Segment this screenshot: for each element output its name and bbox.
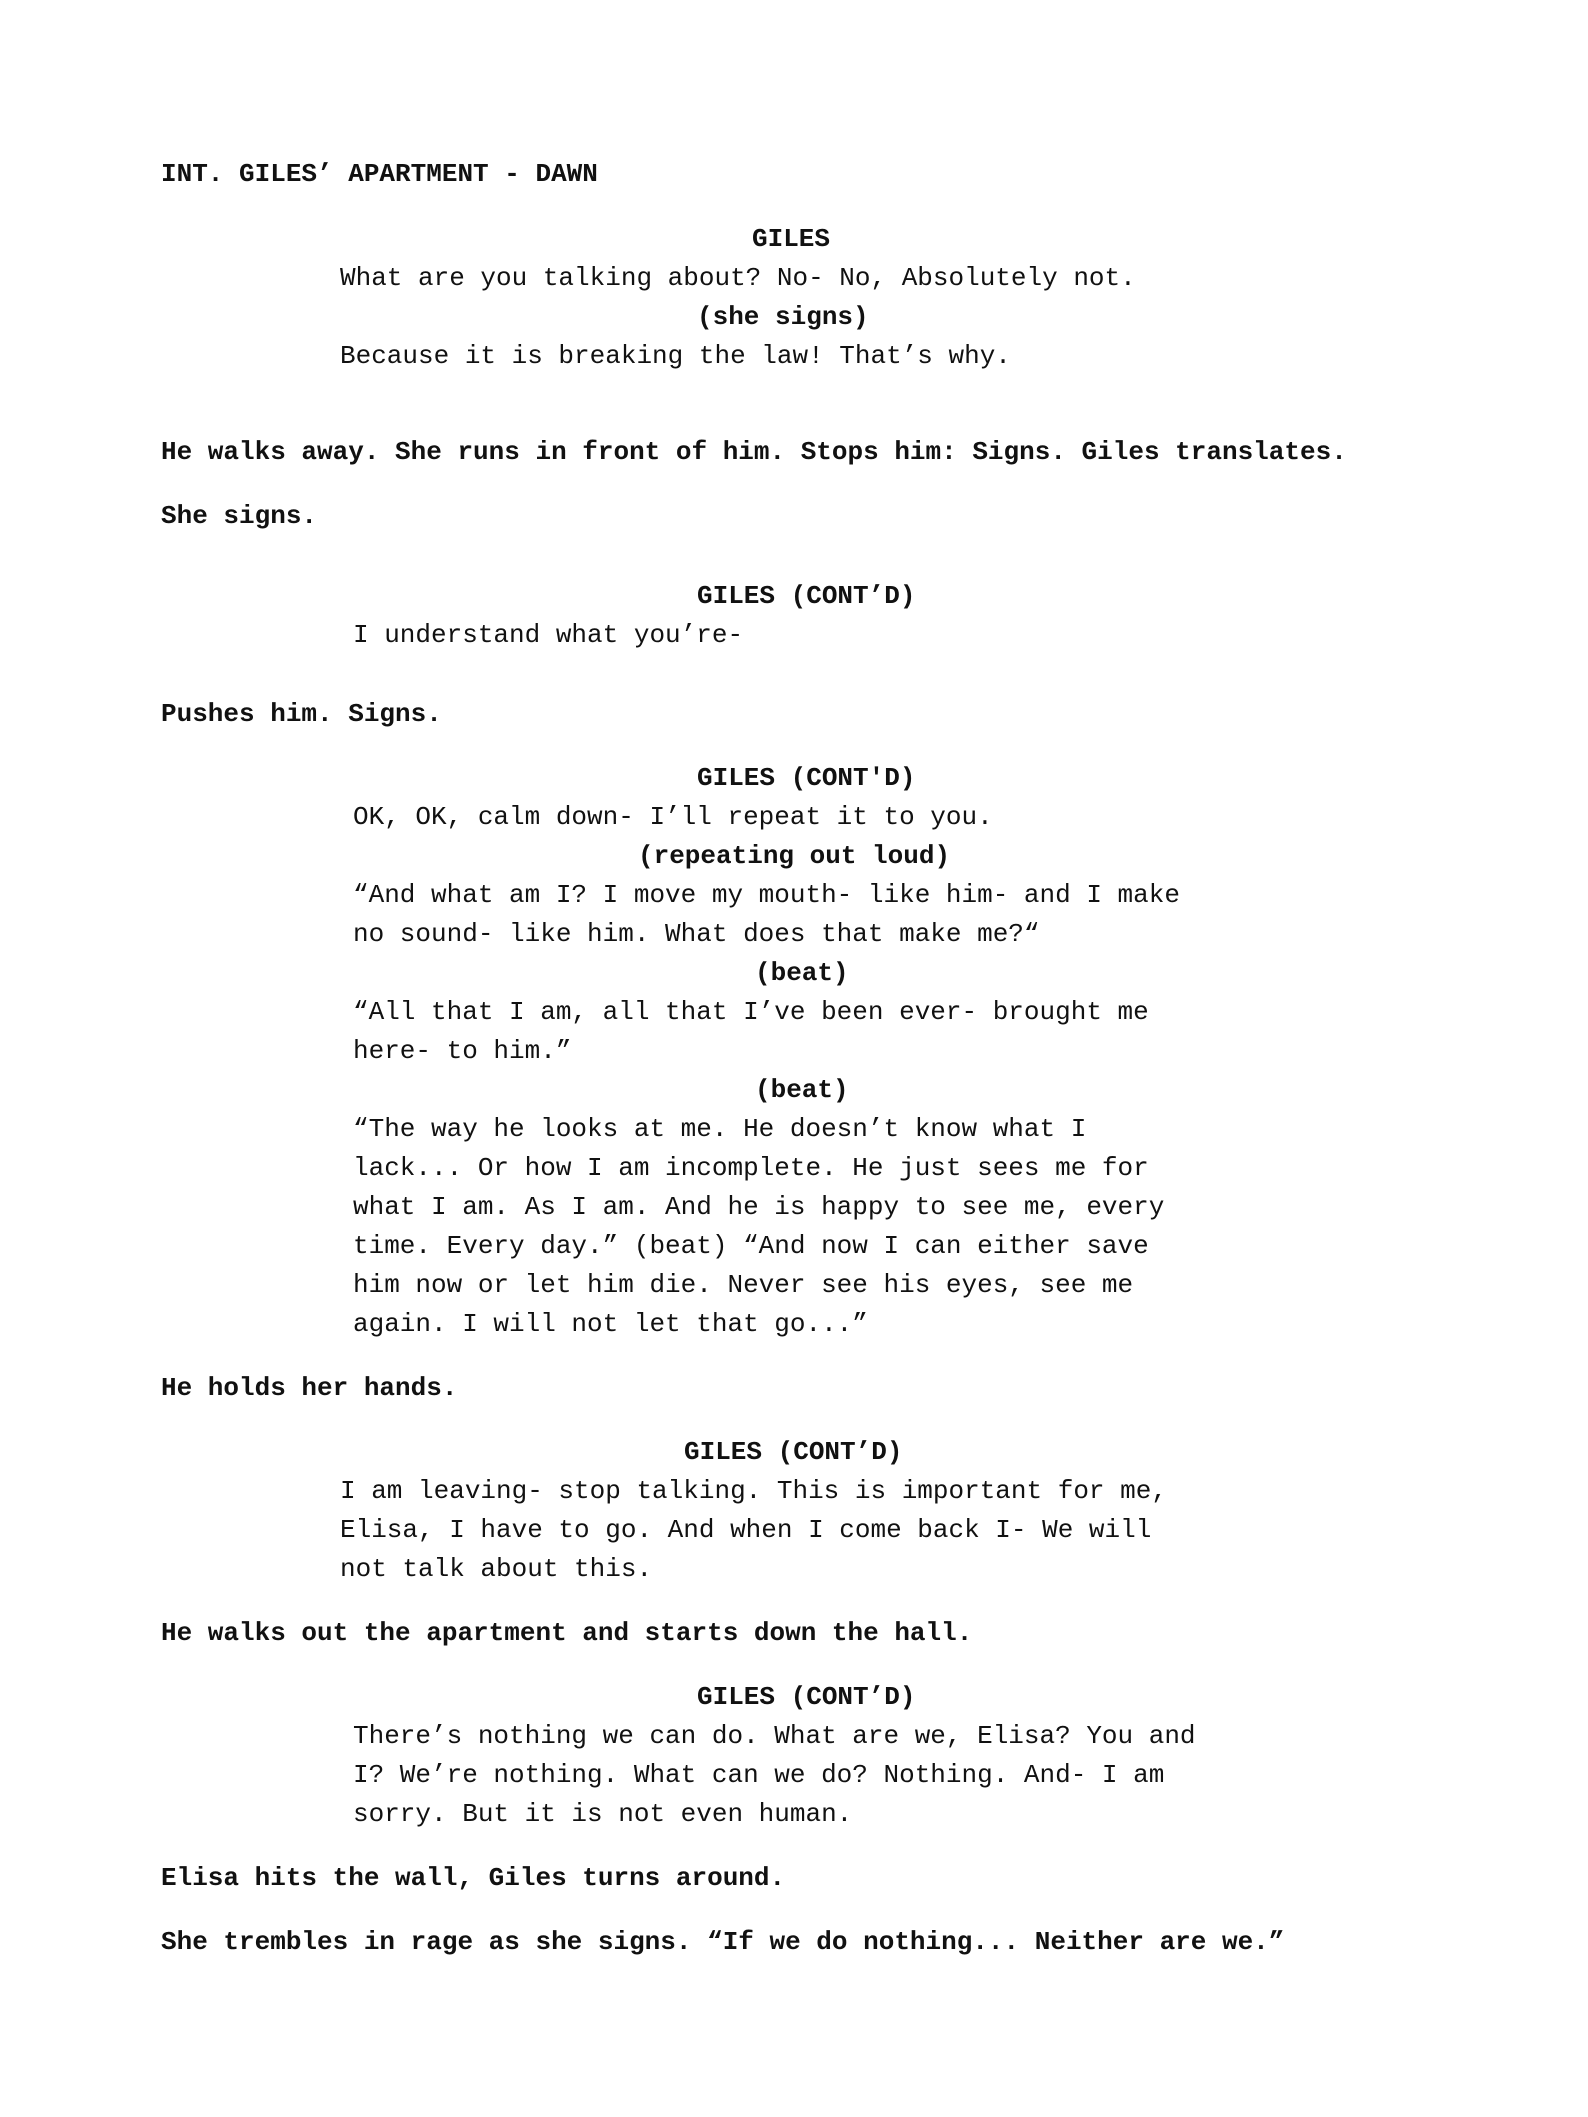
dialogue-line: I am leaving- stop talking. This is important for me, — [340, 1476, 1167, 1506]
parenthetical: (repeating out loud) — [638, 841, 951, 871]
character-name: GILES (CONT'D) — [697, 763, 916, 793]
dialogue-line: again. I will not let that go...” — [353, 1309, 868, 1339]
dialogue-line: him now or let him die. Never see his eyes, see me — [353, 1270, 1134, 1300]
action-line: She signs. — [161, 501, 318, 531]
character-name: GILES — [752, 224, 831, 254]
character-name: GILES (CONT’D) — [684, 1437, 903, 1467]
dialogue-line: “And what am I? I move my mouth- like him- and I make — [353, 880, 1180, 910]
dialogue-line: time. Every day.” (beat) “And now I can either save — [353, 1231, 1149, 1261]
action-line: He walks away. She runs in front of him. Stops him: Signs. Giles translates. — [161, 437, 1347, 467]
dialogue-line: here- to him.” — [353, 1036, 572, 1066]
action-line: Pushes him. Signs. — [161, 699, 442, 729]
dialogue-line: OK, OK, calm down- I’ll repeat it to you. — [353, 802, 993, 832]
character-name: GILES (CONT’D) — [697, 581, 916, 611]
dialogue-line: sorry. But it is not even human. — [353, 1799, 853, 1829]
dialogue-line: not talk about this. — [340, 1554, 653, 1584]
dialogue-line: no sound- like him. What does that make me?“ — [353, 919, 1040, 949]
scene-heading: INT. GILES’ APARTMENT - DAWN — [161, 159, 598, 189]
dialogue-line: I understand what you’re- — [353, 620, 744, 650]
dialogue-line: Because it is breaking the law! That’s why. — [340, 341, 1011, 371]
dialogue-line: What are you talking about? No- No, Absolutely not. — [340, 263, 1136, 293]
action-line: Elisa hits the wall, Giles turns around. — [161, 1863, 786, 1893]
parenthetical: (beat) — [755, 958, 849, 988]
dialogue-line: There’s nothing we can do. What are we, Elisa? You and — [353, 1721, 1196, 1751]
parenthetical: (beat) — [755, 1075, 849, 1105]
dialogue-line: I? We’re nothing. What can we do? Nothing. And- I am — [353, 1760, 1165, 1790]
character-name: GILES (CONT’D) — [697, 1682, 916, 1712]
dialogue-line: Elisa, I have to go. And when I come back I- We will — [340, 1515, 1152, 1545]
action-line: He walks out the apartment and starts down the hall. — [161, 1618, 973, 1648]
dialogue-line: “The way he looks at me. He doesn’t know what I — [353, 1114, 1087, 1144]
dialogue-line: what I am. As I am. And he is happy to see me, every — [353, 1192, 1165, 1222]
action-line: She trembles in rage as she signs. “If we do nothing... Neither are we.” — [161, 1927, 1285, 1957]
dialogue-line: “All that I am, all that I’ve been ever- brought me — [353, 997, 1149, 1027]
parenthetical: (she signs) — [697, 302, 869, 332]
action-line: He holds her hands. — [161, 1373, 458, 1403]
dialogue-line: lack... Or how I am incomplete. He just sees me for — [353, 1153, 1149, 1183]
